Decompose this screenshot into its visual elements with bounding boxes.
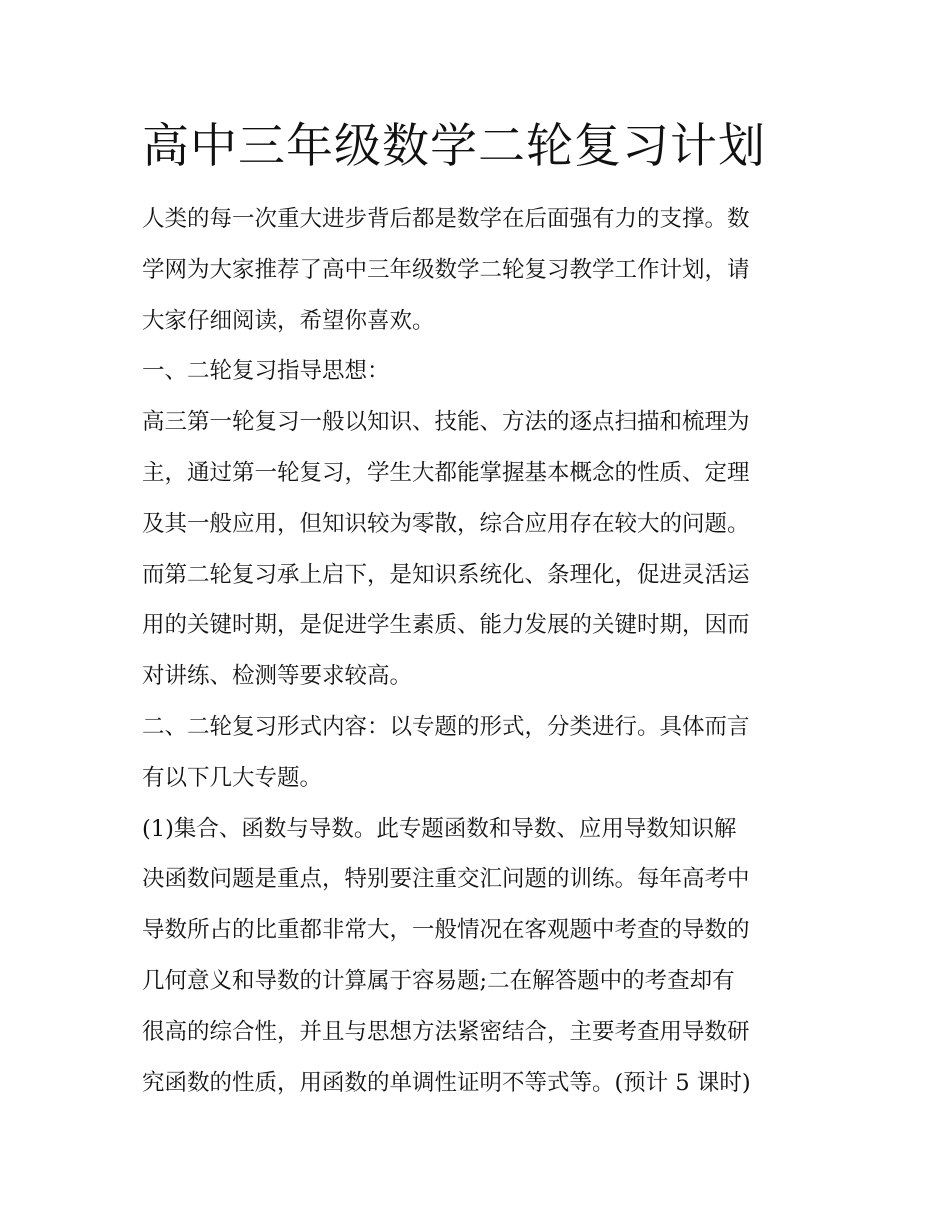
- body-line: 主，通过第一轮复习，学生大都能掌握基本概念的性质、定理: [142, 459, 750, 486]
- list-item-1: (1)集合、函数与导数。此专题函数和导数、应用导数知识解: [142, 815, 737, 842]
- page-title: 高中三年级数学二轮复习计划: [142, 119, 766, 174]
- body-line: 导数所占的比重都非常大，一般情况在客观题中考查的导数的: [142, 917, 750, 944]
- section-heading-1: 一、二轮复习指导思想：: [142, 358, 390, 385]
- body-line: 大家仔细阅读，希望你喜欢。: [142, 307, 435, 334]
- body-line: 对讲练、检测等要求较高。: [142, 663, 413, 690]
- body-line: 决函数问题是重点，特别要注重交汇问题的训练。每年高考中: [142, 866, 750, 893]
- body-line: 而第二轮复习承上启下，是知识系统化、条理化，促进灵活运: [142, 561, 750, 588]
- body-line: 很高的综合性，并且与思想方法紧密结合，主要考查用导数研: [142, 1018, 750, 1045]
- body-line: 学网为大家推荐了高中三年级数学二轮复习教学工作计划，请: [142, 256, 750, 283]
- body-line: 有以下几大专题。: [142, 764, 323, 791]
- body-line: 及其一般应用，但知识较为零散，综合应用存在较大的问题。: [142, 510, 750, 537]
- body-line: 究函数的性质，用函数的单调性证明不等式等。(预计 5 课时): [142, 1069, 751, 1096]
- body-line: 高三第一轮复习一般以知识、技能、方法的逐点扫描和梳理为: [142, 409, 750, 436]
- body-line: 用的关键时期，是促进学生素质、能力发展的关键时期，因而: [142, 612, 750, 639]
- document-page: [142, 112, 814, 1108]
- document-body: [142, 194, 814, 1108]
- body-line: 几何意义和导数的计算属于容易题;二在解答题中的考查却有: [142, 967, 735, 994]
- section-heading-2: 二、二轮复习形式内容：以专题的形式，分类进行。具体而言: [142, 713, 750, 740]
- body-line: 人类的每一次重大进步背后都是数学在后面强有力的支撑。数: [142, 206, 750, 232]
